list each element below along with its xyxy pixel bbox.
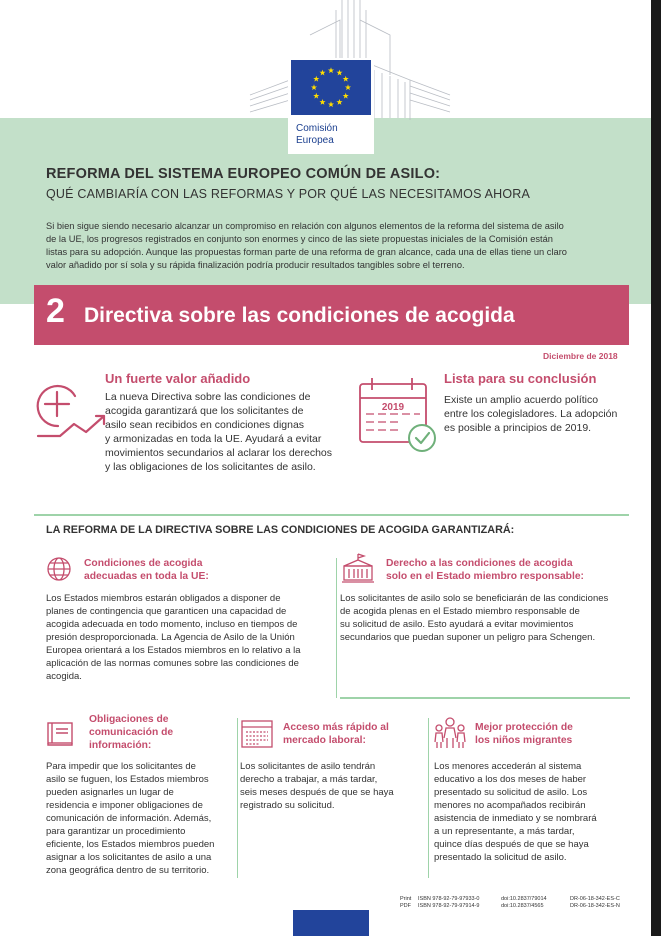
item-3-text: Para impedir que los solicitantes de asilo se fuguen, los Estados miembros pueden asignarles un lugar de residencia e imponer obligaciones de comunicación de información. Además, para garantizar un procedimiento eficiente, los Estados miembros pueden asignar a los solicitantes de asilo a una zona geográfica dentro de su territorio.	[46, 761, 215, 876]
footer-labels: Print PDF	[400, 896, 412, 909]
section-title: LA REFORMA DE LA DIRECTIVA SOBRE LAS CONDICIONES DE ACOGIDA GARANTIZARÁ:	[46, 524, 515, 536]
eu-flag-icon	[291, 60, 371, 115]
main-title: REFORMA DEL SISTEMA EUROPEO COMÚN DE ASILO:	[46, 166, 441, 182]
item-2-title: Derecho a las condiciones de acogida solo en el Estado miembro responsable:	[386, 558, 584, 582]
intro-paragraph: Si bien sigue siendo necesario alcanzar un compromiso en relación con algunos elementos de la reforma del sistema de asilo de la UE, los progresos registrados en conjunto son enormes y cinco de las siete propuestas iniciales de la Comisión están listas para su adopción. Aunque las propuestas forman parte de una reforma de gran alcance, cada una de ellas tiene un claro valor añadido por sí sola y su rápida finalización podría producir resultados tangibles sobre el terreno.	[46, 221, 567, 270]
globe-icon	[46, 556, 72, 582]
ready-text: Existe un amplio acuerdo político entre los colegisladores. La adopción es posible a principios de 2019.	[444, 394, 618, 434]
footer-doi: doi:10.2837/79014 doi:10.2837/4565	[501, 896, 547, 909]
form-document-icon	[240, 719, 274, 749]
commission-logo-text: Comisión Europea	[296, 123, 338, 146]
item-2-text: Los solicitantes de asilo solo se beneficiarán de las condiciones de acogida plenas en el Estado miembro responsable de su solicitud de asilo. Esto ayudará a evitar movimientos secundarios que puedan suponer un peligro para Schengen.	[340, 593, 609, 643]
eu-star-icon	[336, 99, 342, 105]
item-1-text: Los Estados miembros estarán obligados a disponer de planes de contingencia que garanticen una capacidad de acogida adecuada en todo momento, incluso en tiempos de presión desproporcionada. La Agencia de Asilo de la Unión Europea orientará a los Estados miembros en lo relativo a la aplicación de las normas comunes sobre las condiciones de acogida.	[46, 593, 301, 682]
section-divider	[34, 514, 629, 516]
calendar-year: 2019	[381, 402, 405, 413]
eu-star-icon	[319, 70, 325, 76]
item-5-text: Los menores accederán al sistema educativo a los dos meses de haber presentado su solicitud de asilo. Los menores no acompañados recibirán asistencia de inmediato y se nombrará a un representante, a más tardar, quince días después de que se haya presentado la solicitud de asilo.	[434, 761, 597, 863]
column-divider-3	[428, 718, 429, 878]
footer-isbn: ISBN 978-92-79-97933-0 ISBN 978-92-79-97914-9	[418, 896, 480, 909]
added-value-text: La nueva Directiva sobre las condiciones de acogida garantizará que los solicitantes de asilo sean recibidos en condiciones dignas y armonizadas en toda la UE. Ayudará a evitar movimientos secundarios al aclarar los derechos y las obligaciones de los solicitantes de asilo.	[105, 391, 333, 473]
item-3-title: Obligaciones de comunicación de información:	[89, 714, 174, 751]
item-1-title: Condiciones de acogida adecuadas en toda la UE:	[84, 558, 209, 582]
eu-star-icon	[319, 99, 325, 105]
children-group-icon	[432, 716, 468, 750]
item-divider	[340, 697, 630, 699]
footer-catalogue: DR-06-18-342-ES-C DR-06-18-342-ES-N	[570, 896, 620, 909]
publication-date: Diciembre de 2018	[543, 351, 618, 361]
eu-star-icon	[313, 76, 319, 82]
book-icon	[46, 719, 76, 747]
eu-star-icon	[313, 93, 319, 99]
growth-plus-icon	[30, 378, 110, 448]
ready-title: Lista para su conclusión	[444, 371, 597, 386]
calendar-check-icon	[356, 374, 440, 460]
eu-star-icon	[328, 67, 334, 73]
item-5-title: Mejor protección de los niños migrantes	[475, 722, 573, 746]
eu-star-icon	[343, 93, 349, 99]
eu-star-icon	[345, 84, 351, 90]
eu-star-icon	[343, 76, 349, 82]
item-4-text: Los solicitantes de asilo tendrán derecho a trabajar, a más tardar, seis meses después de que se haya registrado su solicitud.	[240, 761, 394, 811]
main-subtitle: QUÉ CAMBIARÍA CON LAS REFORMAS Y POR QUÉ LAS NECESITAMOS AHORA	[46, 187, 531, 201]
banner-number: 2	[46, 292, 65, 330]
page-edge	[651, 0, 661, 936]
item-4-title: Acceso más rápido al mercado laboral:	[283, 722, 389, 746]
eu-star-icon	[336, 70, 342, 76]
column-divider-2	[237, 718, 238, 878]
eu-star-icon	[311, 84, 317, 90]
footer-blue-bar	[293, 910, 369, 936]
eu-star-icon	[328, 101, 334, 107]
added-value-title: Un fuerte valor añadido	[105, 371, 251, 386]
government-building-icon	[340, 552, 376, 584]
column-divider	[336, 558, 337, 698]
banner-title: Directiva sobre las condiciones de acogida	[84, 304, 515, 327]
